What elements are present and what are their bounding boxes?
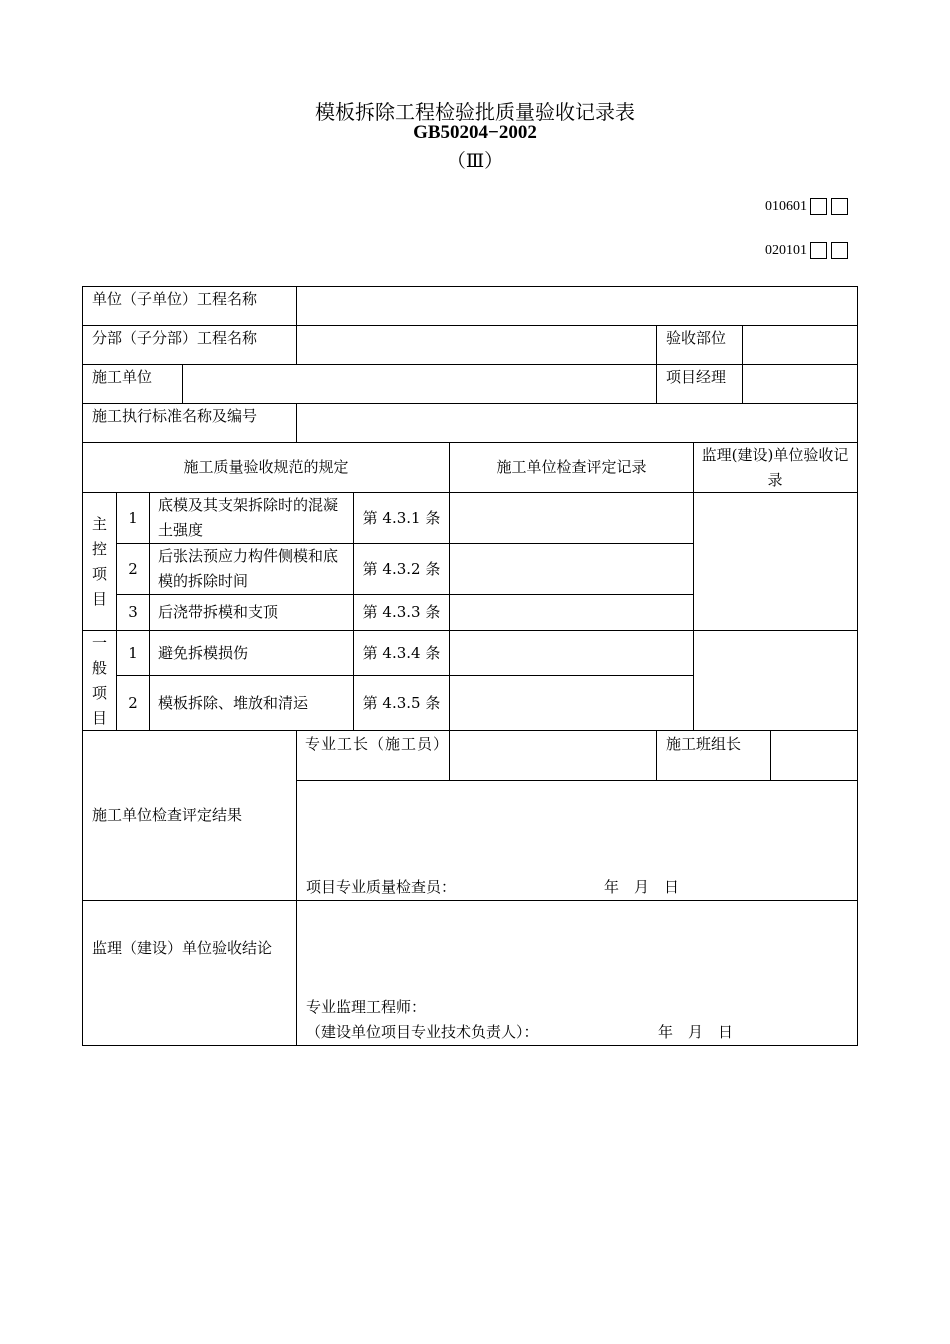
- item-name: 后浇带拆模和支顶: [158, 603, 279, 621]
- code-box[interactable]: [831, 242, 848, 259]
- team-leader-field[interactable]: [771, 731, 857, 780]
- item-clause: 第 4.3.5 条: [362, 693, 441, 712]
- foreman-field[interactable]: [450, 731, 656, 780]
- code-text: 010601: [765, 198, 807, 214]
- border-line: [82, 1045, 858, 1046]
- col-line: [656, 730, 657, 781]
- code-box[interactable]: [831, 198, 848, 215]
- inspection-part-field[interactable]: [743, 326, 857, 364]
- code-box[interactable]: [810, 242, 827, 259]
- result-date: 年 月 日: [604, 878, 680, 896]
- item-name: 后张法预应力构件侧模和底模的拆除时间: [158, 547, 339, 590]
- item-name: 避免拆模损伤: [158, 643, 249, 662]
- part-number: （Ⅲ）: [446, 150, 504, 172]
- check-record-field[interactable]: [450, 631, 693, 675]
- check-record-header: 施工单位检查评定记录: [496, 458, 647, 476]
- owner-label: （建设单位项目专业技术负责人）：: [306, 1023, 539, 1041]
- col-line: [296, 730, 297, 1046]
- unit-project-label: 单位（子单位）工程名称: [92, 290, 258, 308]
- main-control-category: [83, 493, 116, 630]
- item-clause: 第 4.3.4 条: [362, 643, 441, 662]
- row-line: [296, 780, 858, 781]
- check-record-field[interactable]: [450, 544, 693, 594]
- border-line: [857, 286, 858, 1046]
- code-box[interactable]: [810, 198, 827, 215]
- item-clause: 第 4.3.3 条: [362, 603, 441, 621]
- standard-label: 施工执行标准名称及编号: [92, 407, 258, 425]
- inspection-part-label: 验收部位: [666, 329, 727, 347]
- inspector-label: 项目专业质量检查员：: [306, 878, 457, 896]
- check-record-field[interactable]: [450, 595, 693, 630]
- general-category-text: 一般项目: [91, 633, 107, 727]
- item-number: 1: [128, 508, 138, 527]
- check-record-field[interactable]: [450, 493, 693, 543]
- supervision-main-field[interactable]: [694, 493, 857, 630]
- supervision-general-field[interactable]: [694, 631, 857, 730]
- item-number: 1: [128, 643, 138, 662]
- team-leader-label: 施工班组长: [666, 735, 742, 753]
- item-number: 2: [128, 559, 138, 578]
- foreman-label: 专业工长（施工员）: [305, 735, 450, 753]
- item-name: 底模及其支架拆除时的混凝土强度: [158, 496, 339, 539]
- sub-project-label: 分部（子分部）工程名称: [92, 329, 258, 347]
- item-number: 2: [128, 693, 138, 712]
- conclusion-label: 监理（建设）单位验收结论: [92, 938, 273, 957]
- standard-code: GB50204−2002: [413, 122, 537, 143]
- item-clause: 第 4.3.2 条: [362, 559, 441, 578]
- project-manager-label: 项目经理: [666, 368, 727, 386]
- code-text: 020101: [765, 242, 807, 258]
- item-clause: 第 4.3.1 条: [362, 508, 441, 527]
- check-record-field[interactable]: [450, 676, 693, 730]
- construction-unit-field[interactable]: [183, 365, 656, 403]
- col-line: [149, 492, 150, 731]
- general-category: [83, 631, 116, 730]
- sub-project-field[interactable]: [297, 326, 656, 364]
- item-name: 模板拆除、堆放和清运: [158, 693, 309, 712]
- col-line: [656, 325, 657, 404]
- supervision-header: 监理(建设)单位验收记录: [701, 445, 849, 489]
- conclusion-date: 年 月 日: [658, 1023, 734, 1041]
- form-title: 模板拆除工程检验批质量验收记录表: [315, 100, 635, 124]
- standard-field[interactable]: [297, 404, 857, 442]
- result-label: 施工单位检查评定结果: [92, 806, 243, 824]
- unit-project-field[interactable]: [297, 287, 857, 325]
- project-manager-field[interactable]: [743, 365, 857, 403]
- code-row-1: [765, 198, 848, 215]
- construction-unit-label: 施工单位: [92, 368, 153, 386]
- code-row-2: [765, 242, 848, 259]
- item-number: 3: [128, 603, 138, 621]
- main-control-category-text: 主控项目: [91, 514, 107, 608]
- inspection-table: [82, 286, 858, 1046]
- spec-header: 施工质量验收规范的规定: [183, 458, 349, 476]
- engineer-label: 专业监理工程师：: [306, 998, 427, 1016]
